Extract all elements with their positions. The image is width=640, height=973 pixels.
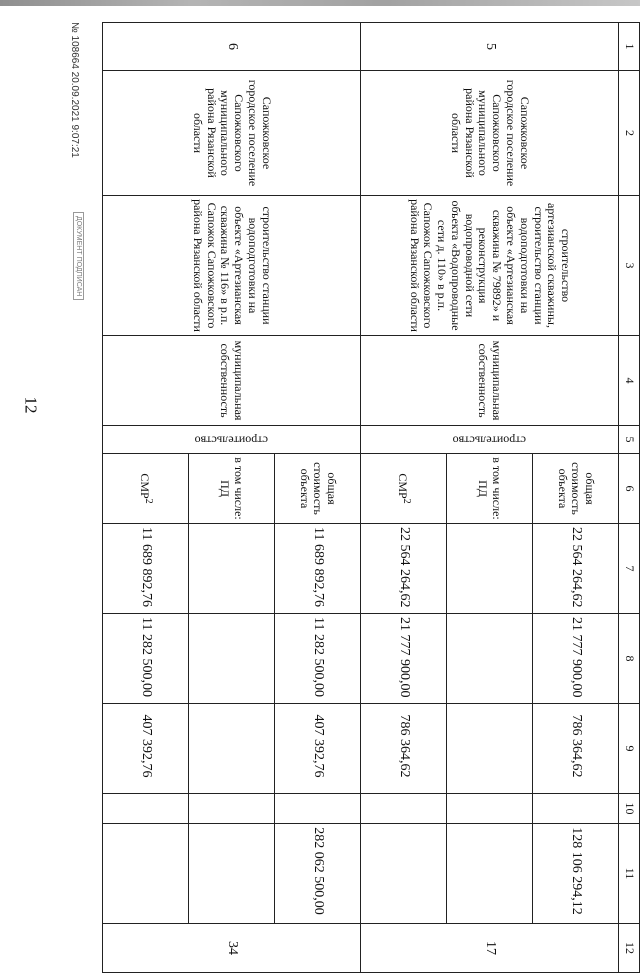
row-number: 5 bbox=[361, 23, 619, 71]
municipality-cell: Сапожковское городское поселение Сапожковского муниципального района Рязанской области bbox=[361, 71, 619, 196]
value-cell bbox=[533, 794, 619, 824]
col-header: 3 bbox=[619, 196, 640, 336]
col-header: 4 bbox=[619, 336, 640, 426]
value-cell: 21 777 900,00 bbox=[533, 614, 619, 704]
ownership-cell: муниципальная собственность bbox=[103, 336, 361, 426]
value-cell bbox=[447, 524, 533, 614]
cost-type-cell bbox=[103, 454, 189, 524]
footnote-mark: 2 bbox=[400, 498, 412, 504]
table-sheet bbox=[65, 22, 640, 955]
col-header: 9 bbox=[619, 704, 640, 794]
investment-table bbox=[102, 22, 640, 973]
value-cell: 22 564 264,62 bbox=[533, 524, 619, 614]
value-cell: 11 282 500,00 bbox=[103, 614, 189, 704]
value-cell bbox=[189, 614, 275, 704]
col12-cell: 17 bbox=[361, 924, 619, 973]
value-cell: 786 364,62 bbox=[533, 704, 619, 794]
value-cell bbox=[189, 704, 275, 794]
value-cell: 11 282 500,00 bbox=[275, 614, 361, 704]
cost-type-text: СМР bbox=[395, 473, 410, 499]
cost-type-cell: общая стоимость объекта bbox=[533, 454, 619, 524]
col-header: 2 bbox=[619, 71, 640, 196]
col-header: 11 bbox=[619, 824, 640, 924]
work-type-cell: строительство bbox=[361, 426, 619, 454]
value-cell bbox=[275, 794, 361, 824]
col-header: 12 bbox=[619, 924, 640, 973]
cost-type-cell: в том числе: ПД bbox=[447, 454, 533, 524]
col-header: 7 bbox=[619, 524, 640, 614]
value-cell: 282 062 500,00 bbox=[275, 824, 361, 924]
scan-top-edge bbox=[0, 0, 640, 6]
cost-type-cell: общая стоимость объекта bbox=[275, 454, 361, 524]
value-cell: 786 364,62 bbox=[361, 704, 447, 794]
col-header: 6 bbox=[619, 454, 640, 524]
value-cell bbox=[189, 524, 275, 614]
value-cell bbox=[447, 704, 533, 794]
row-number: 6 bbox=[103, 23, 361, 71]
value-cell: 21 777 900,00 bbox=[361, 614, 447, 704]
value-cell: 407 392,76 bbox=[275, 704, 361, 794]
col-header: 5 bbox=[619, 426, 640, 454]
value-cell bbox=[447, 794, 533, 824]
value-cell bbox=[189, 824, 275, 924]
object-cell: строительство станции водоподготовки на объекте «Артезианская скважина № 116» в р.п. Сапожок Сапожковского района Рязанской области bbox=[103, 196, 361, 336]
object-cell: строительство артезианской скважины, строительство станции водоподготовки на объекте «Артезианская скважина № 79892» и реконструкция водопроводной сети объекта «Водопроводные сети д. 110» в р.п. Сапожок Сапожковского района Рязанской области bbox=[361, 196, 619, 336]
cost-type-text: СМР bbox=[137, 473, 152, 499]
value-cell bbox=[447, 614, 533, 704]
ownership-cell: муниципальная собственность bbox=[361, 336, 619, 426]
value-cell bbox=[361, 824, 447, 924]
value-cell bbox=[361, 794, 447, 824]
footnote-mark: 2 bbox=[142, 498, 154, 504]
value-cell bbox=[103, 824, 189, 924]
col12-cell: 34 bbox=[103, 924, 361, 973]
column-header-row bbox=[619, 23, 640, 973]
cost-type-cell bbox=[361, 454, 447, 524]
signature-logo: ДОКУМЕНТ ПОДПИСАН bbox=[73, 212, 84, 300]
doc-stamp: № 108664 20.09.2021 9:07:21 bbox=[69, 22, 80, 158]
page-number: 12 bbox=[21, 396, 41, 414]
rotated-page bbox=[65, 22, 640, 955]
value-cell bbox=[447, 824, 533, 924]
value-cell: 11 689 892,76 bbox=[275, 524, 361, 614]
work-type-cell: строительство bbox=[103, 426, 361, 454]
col-header: 1 bbox=[619, 23, 640, 71]
municipality-cell: Сапожковское городское поселение Сапожковского муниципального района Рязанской области bbox=[103, 71, 361, 196]
value-cell: 22 564 264,62 bbox=[361, 524, 447, 614]
col-header: 8 bbox=[619, 614, 640, 704]
value-cell: 407 392,76 bbox=[103, 704, 189, 794]
value-cell bbox=[189, 794, 275, 824]
value-cell: 11 689 892,76 bbox=[103, 524, 189, 614]
value-cell bbox=[103, 794, 189, 824]
table-row bbox=[275, 23, 361, 973]
value-cell: 128 106 294,12 bbox=[533, 824, 619, 924]
cost-type-cell: в том числе: ПД bbox=[189, 454, 275, 524]
table-row bbox=[533, 23, 619, 973]
col-header: 10 bbox=[619, 794, 640, 824]
